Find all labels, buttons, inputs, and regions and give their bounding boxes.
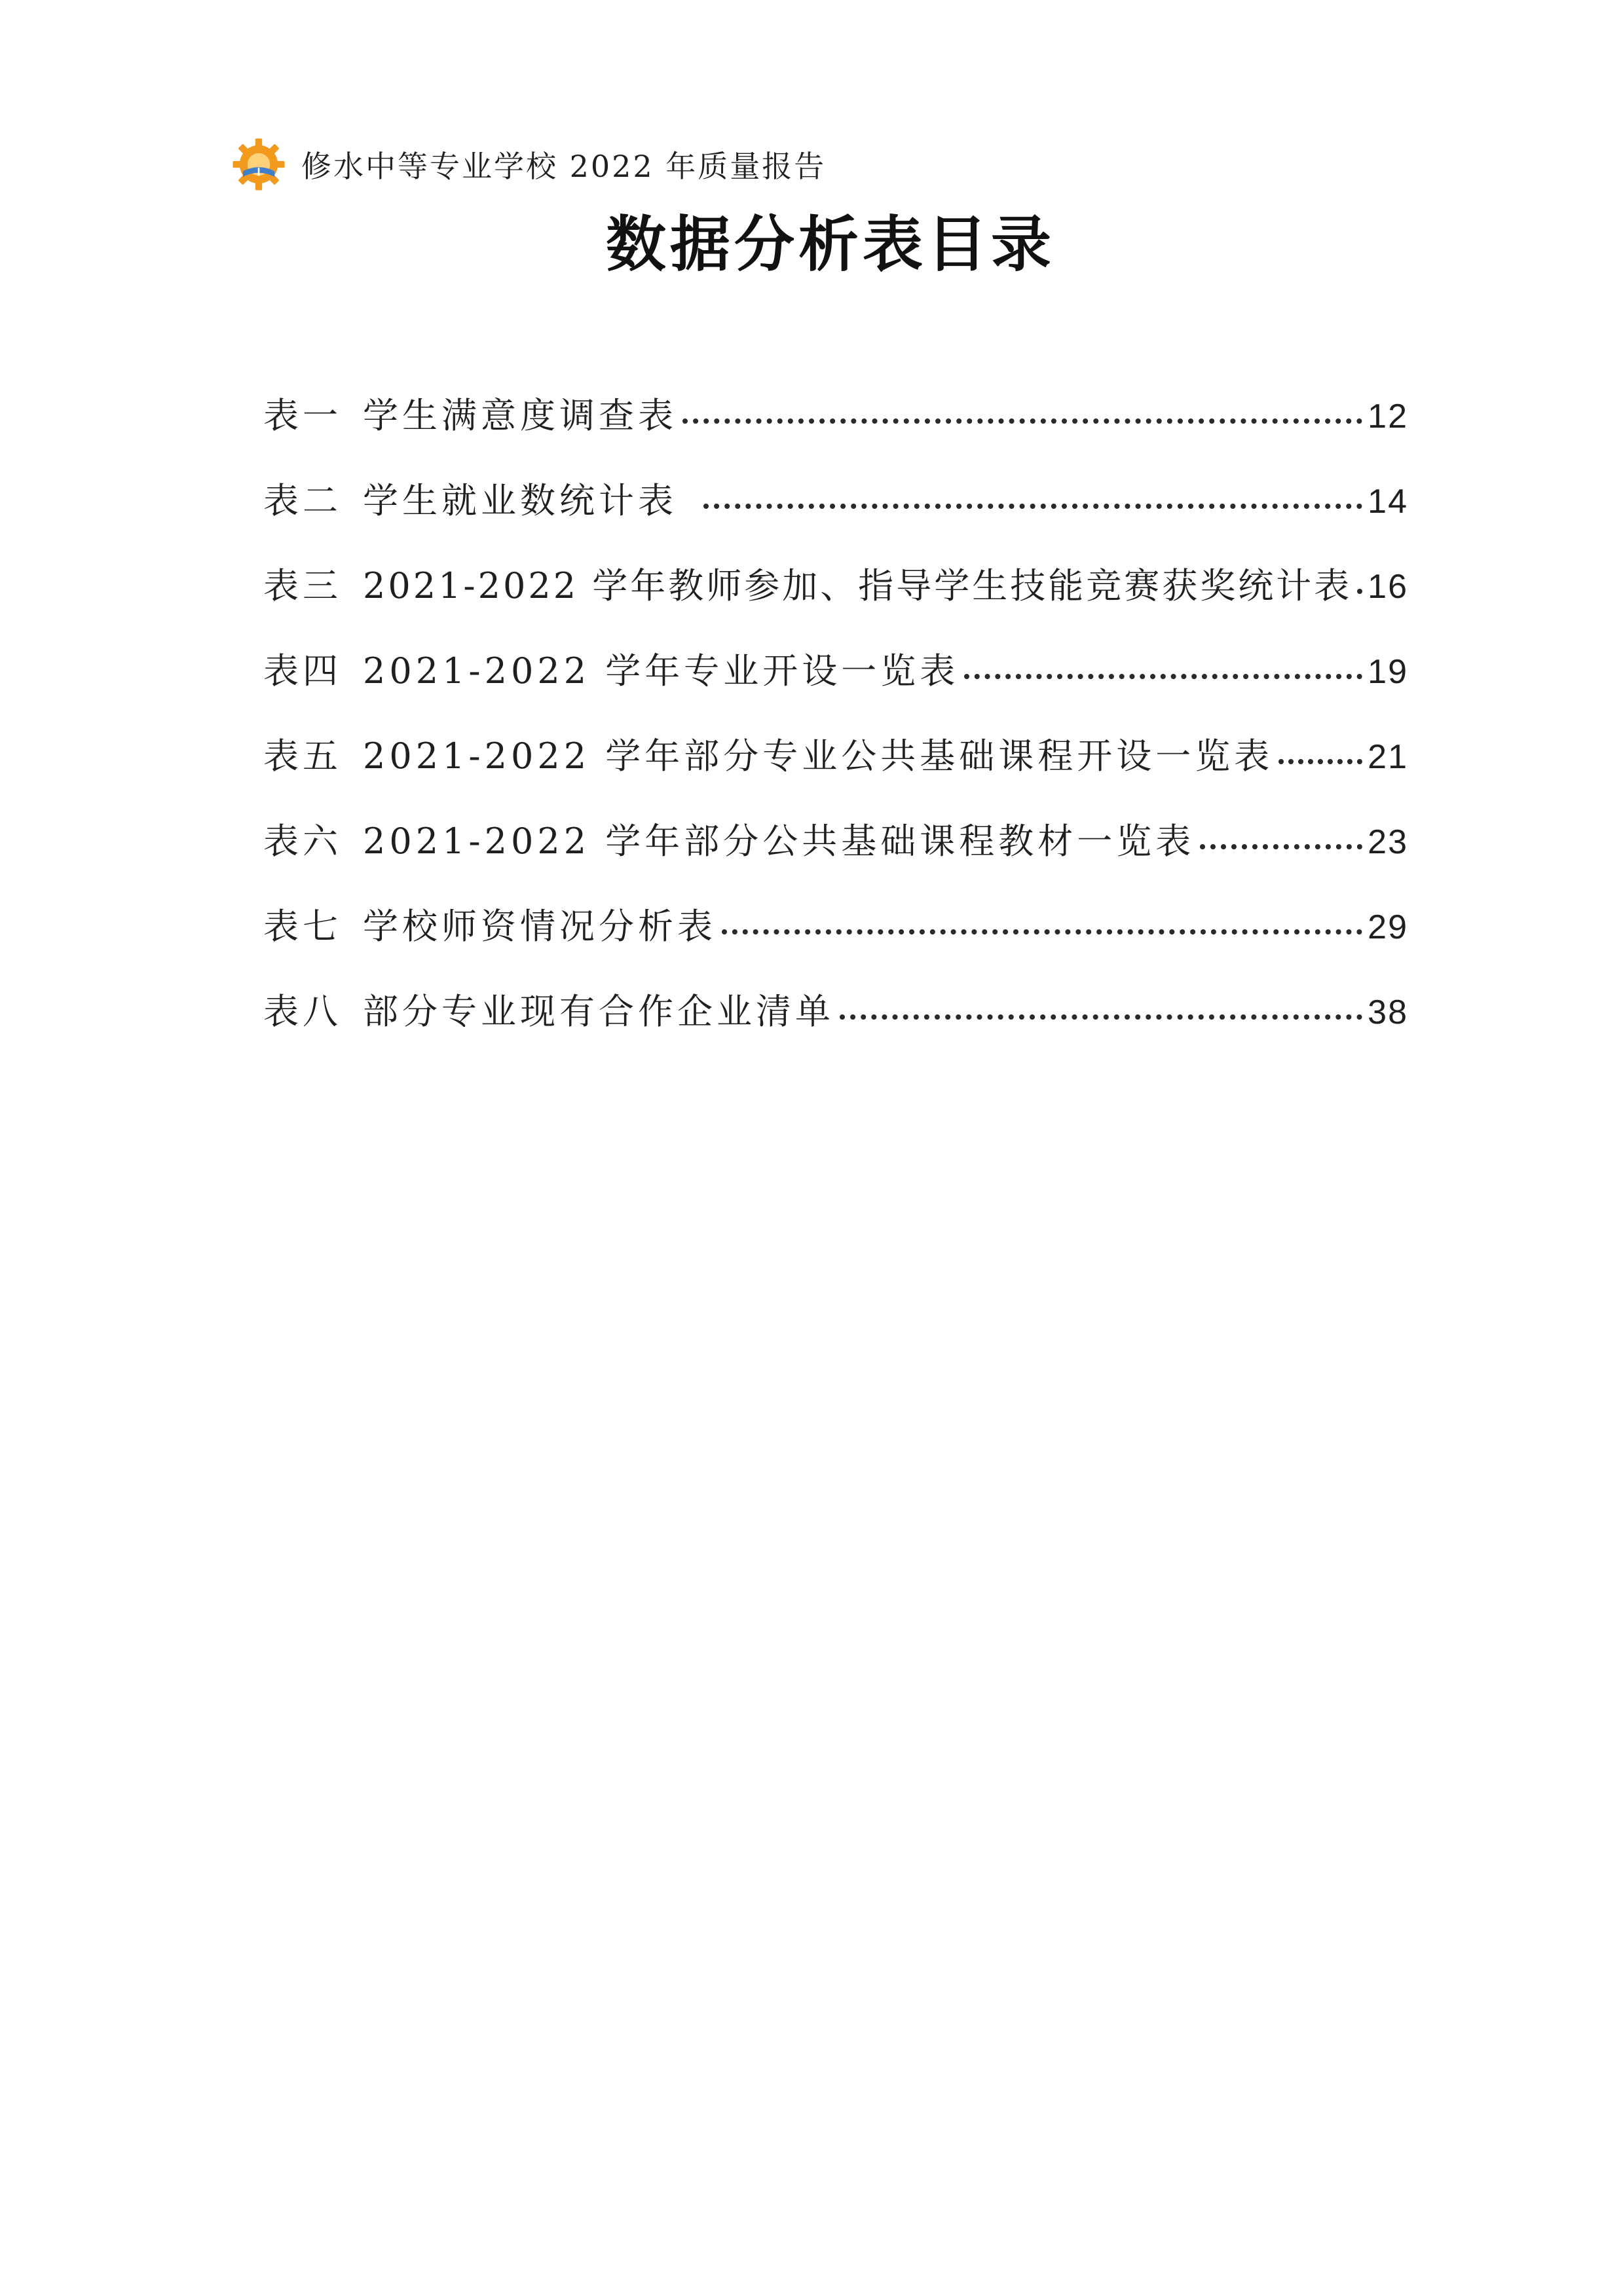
toc-entry-label <box>263 714 1273 799</box>
toc-entry[interactable] <box>263 629 1408 714</box>
toc-entry[interactable] <box>263 714 1408 799</box>
dot-leader <box>703 504 1362 509</box>
toc-entry-number: 表一 <box>263 395 342 436</box>
toc-entry[interactable] <box>263 544 1408 629</box>
page-header <box>231 135 826 194</box>
toc-entry-page: 14 <box>1368 483 1408 521</box>
dot-leader <box>964 674 1362 679</box>
toc-entry-page: 29 <box>1368 908 1408 946</box>
toc-entry[interactable] <box>263 969 1408 1054</box>
toc-entry-label <box>263 373 677 458</box>
dot-leader <box>722 929 1362 935</box>
table-of-contents <box>263 373 1408 1054</box>
toc-entry-title: 2021-2022 学年教师参加、指导学生技能竞赛获奖统计表 <box>363 565 1352 606</box>
toc-entry-number: 表八 <box>263 991 342 1032</box>
dot-leader <box>840 1014 1362 1020</box>
toc-entry-page: 38 <box>1368 993 1408 1031</box>
toc-entry-page: 12 <box>1368 398 1408 435</box>
toc-entry-title: 学生就业数统计表 <box>363 480 677 521</box>
toc-entry-title: 部分专业现有合作企业清单 <box>363 991 834 1032</box>
toc-entry-page: 19 <box>1368 653 1408 691</box>
toc-entry-label <box>263 544 1352 629</box>
toc-entry-page: 23 <box>1368 823 1408 861</box>
toc-entry-title: 学生满意度调查表 <box>363 395 677 436</box>
toc-entry-page: 16 <box>1368 568 1408 606</box>
toc-entry-page: 21 <box>1368 738 1408 776</box>
toc-entry[interactable] <box>263 884 1408 969</box>
school-logo-icon <box>231 136 287 193</box>
toc-entry-label <box>263 458 677 544</box>
toc-entry[interactable] <box>263 799 1408 884</box>
dot-leader <box>682 418 1362 424</box>
page-title: 数据分析表目录 <box>605 210 1055 280</box>
toc-entry-number: 表二 <box>263 480 342 521</box>
toc-entry-title: 2021-2022 学年部分专业公共基础课程开设一览表 <box>363 735 1274 777</box>
header-title: 修水中等专业学校 2022 年质量报告 <box>301 149 827 184</box>
toc-entry-number: 表四 <box>263 650 342 692</box>
dot-leader <box>1357 589 1362 594</box>
dot-leader <box>1278 759 1362 764</box>
toc-entry-title: 学校师资情况分析表 <box>363 906 717 947</box>
toc-entry-title: 2021-2022 学年部分公共基础课程教材一览表 <box>363 821 1195 862</box>
toc-entry[interactable] <box>263 458 1408 544</box>
toc-entry-number: 表三 <box>263 565 342 606</box>
toc-entry[interactable] <box>263 373 1408 458</box>
toc-entry-label <box>263 969 834 1054</box>
toc-entry-label <box>263 799 1195 884</box>
toc-entry-number: 表七 <box>263 906 342 947</box>
toc-entry-number: 表五 <box>263 735 342 777</box>
toc-entry-label <box>263 629 959 714</box>
dot-leader <box>1200 844 1362 849</box>
toc-entry-number: 表六 <box>263 821 342 862</box>
toc-entry-label <box>263 884 717 969</box>
toc-entry-title: 2021-2022 学年专业开设一览表 <box>363 650 960 692</box>
